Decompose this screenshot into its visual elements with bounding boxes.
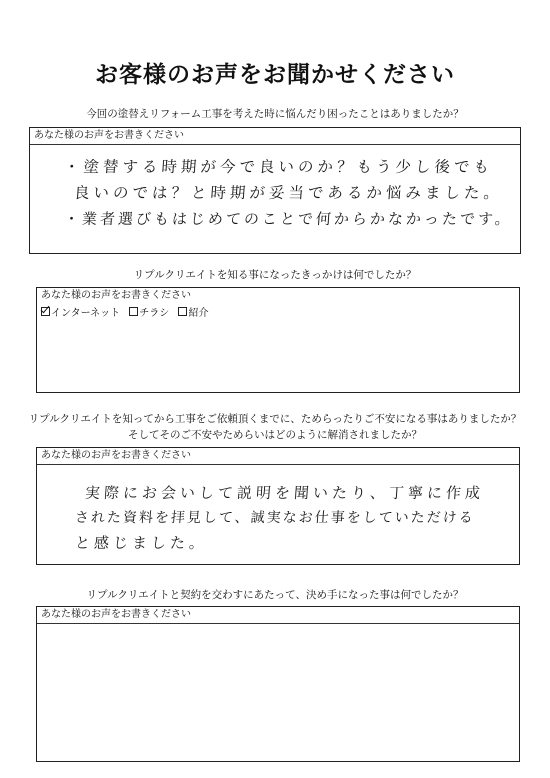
handwritten-line: と感じました。 [74,534,209,552]
handwritten-line: ・業者選びもはじめてのことで何からかなかったです。 [63,210,514,228]
answer-box-header: あなた様のお声をお書きください [30,128,520,145]
question-2: リプルクリエイトを知る事になったきっかけは何でしたか？ [133,269,417,281]
checkbox-checked-icon [41,307,50,316]
handwritten-line: された資料を拝見して、誠実なお仕事をしていただける [74,510,476,526]
option-internet[interactable]: インターネット [41,307,120,321]
source-options [37,305,519,321]
question-3b: そしてそのご不安やためらいはどのように解消されましたか？ [128,429,422,441]
question-4: リプルクリエイトと契約を交わすにあたって、決め手になった事は何でしたか？ [86,589,464,601]
answer-box-2 [36,287,520,393]
answer-box-3 [36,447,520,565]
handwritten-line: 実際にお会いして説明を聞いたり、丁寧に作成 [84,484,485,502]
answer-box-1 [29,127,521,254]
page-title: お客様のお声をお聞かせください [95,62,455,88]
option-flyer[interactable]: チラシ [129,307,169,321]
answer-box-4 [36,606,520,762]
answer-box-header: あなた様のお声をお書きください [37,607,519,624]
answer-box-header: あなた様のお声をお書きください [37,448,519,465]
option-referral[interactable]: 紹介 [178,307,208,321]
question-3a: リプルクリエイトを知ってから工事をご依頼頂くまでに、ためらったりご不安になる事はありましたか？ [28,413,522,425]
handwritten-line: ・塗替する時期が今で良いのか？もう少し後でも [63,158,494,176]
question-1: 今回の塗替えリフォーム工事を考えた時に悩んだり困ったことはありましたか？ [86,108,464,120]
answer-box-header: あなた様のお声をお書きください [41,290,191,301]
checkbox-icon [129,307,138,316]
checkbox-icon [178,307,187,316]
handwritten-line: 良いのでは？と時期が妥当であるか悩みました。 [73,184,504,202]
